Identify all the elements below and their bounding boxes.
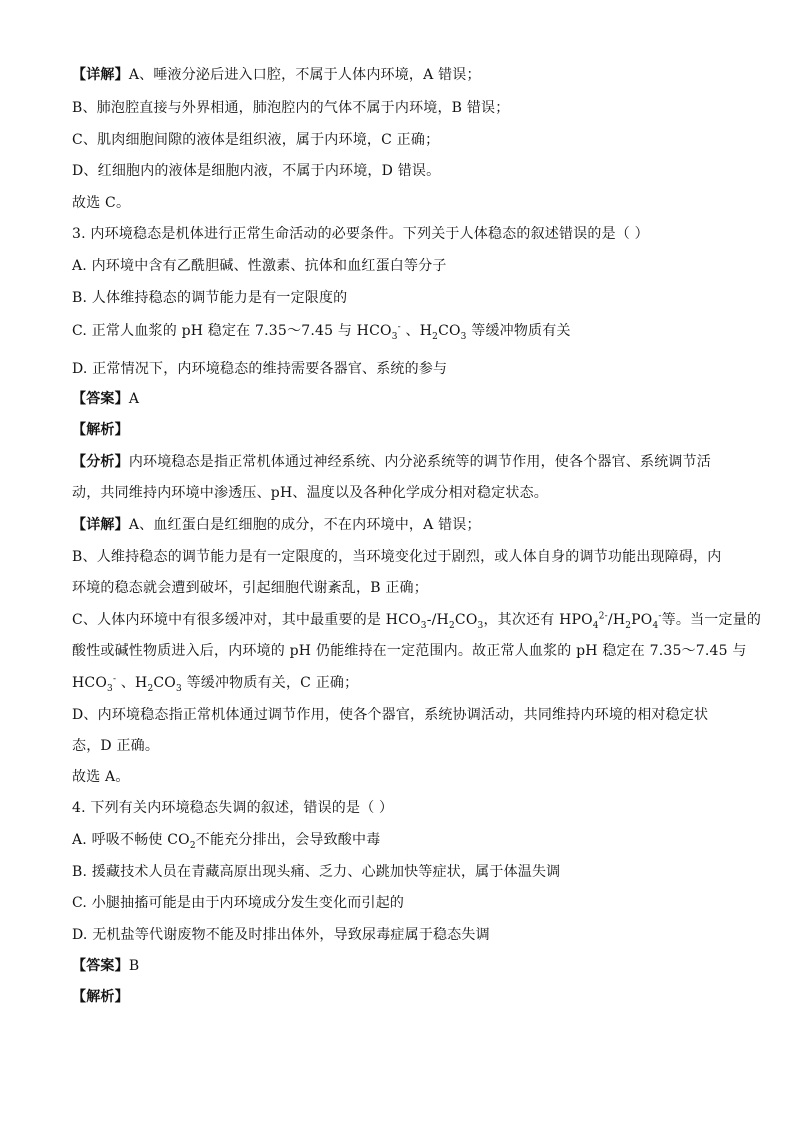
detail-3-line-6	[72, 674, 358, 692]
question-4-stem: 4. 下列有关内环境稳态失调的叙述，错误的是（ ）	[72, 800, 394, 816]
answer-value: B	[128, 958, 140, 974]
text-segment: CO	[454, 612, 478, 628]
text-segment: 等缓冲物质有关，C 正确；	[181, 675, 359, 691]
text-segment: ，其次还有 HPO	[483, 612, 593, 628]
question-4-option-d: D. 无机盐等代谢废物不能及时排出体外，导致尿毒症属于稳态失调	[72, 927, 490, 943]
detail-3-line-4	[72, 611, 761, 629]
text-segment: 、H	[116, 675, 148, 691]
text-segment: C. 正常人血浆的 pH 稳定在 7.35～7.45 与 HCO	[72, 323, 392, 339]
detail-text: A、血红蛋白是红细胞的成分，不在内环境中，A 错误；	[128, 517, 481, 533]
question-3-option-d: D. 正常情况下，内环境稳态的维持需要各器官、系统的参与	[72, 361, 448, 377]
text-segment: C、人体内环境中有很多缓冲对，其中最重要的是 HCO	[72, 612, 421, 628]
analysis-sub-tag: 【分析】	[72, 454, 129, 470]
subscript: 4	[652, 620, 659, 631]
answer-value: A	[128, 391, 140, 407]
text-segment: HCO	[72, 675, 107, 691]
text-segment: /H	[607, 612, 626, 628]
analysis-heading-4	[72, 988, 129, 1006]
question-3-option-c	[72, 322, 571, 340]
question-3-option-b: B. 人体维持稳态的调节能力是有一定限度的	[72, 290, 348, 306]
detail-3-line-1	[72, 516, 481, 534]
subscript: 3	[477, 620, 484, 631]
text-segment: 不能充分排出，会导致酸中毒	[195, 832, 381, 848]
subscript: 2	[625, 620, 632, 631]
answer-4	[72, 957, 139, 975]
question-4-option-b: B. 援藏技术人员在青藏高原出现头痛、乏力、心跳加快等症状，属于体温失调	[72, 864, 561, 880]
question-4-option-a	[72, 831, 380, 849]
detail-line-3: C、肌肉细胞间隙的液体是组织液，属于内环境，C 正确；	[72, 132, 440, 148]
detail-line-4: D、红细胞内的液体是细胞内液，不属于内环境，D 错误。	[72, 163, 441, 179]
question-3-stem: 3. 内环境稳态是机体进行正常生命活动的必要条件。下列关于人体稳态的叙述错误的是（ ）	[72, 226, 649, 242]
detail-tag: 【详解】	[72, 67, 129, 83]
subscript: 3	[175, 683, 182, 694]
analysis-text: 内环境稳态是指正常机体通过神经系统、内分泌系统等的调节作用，使各个器官、系统调节活	[128, 454, 712, 470]
detail-text: A、唾液分泌后进入口腔，不属于人体内环境，A 错误；	[128, 67, 481, 83]
text-segment: PO	[631, 612, 653, 628]
detail-3-line-2: B、人维持稳态的调节能力是有一定限度的，当环境变化过于剧烈，或人体自身的调节功能出现障碍，内	[72, 549, 722, 565]
subscript: 3	[107, 683, 113, 694]
subscript: 3	[391, 331, 398, 342]
detail-3-line-3: 环境的稳态就会遭到破坏，引起细胞代谢紊乱，B 正确；	[72, 580, 428, 596]
answer-tag: 【答案】	[72, 391, 129, 407]
text-segment: CO	[153, 675, 176, 691]
answer-tag: 【答案】	[72, 958, 129, 974]
question-3-option-a: A. 内环境中含有乙酰胆碱、性激素、抗体和血红蛋白等分子	[72, 258, 447, 274]
subscript: 2	[147, 683, 154, 694]
text-segment: 等缓冲物质有关	[466, 323, 571, 339]
detail-line-1	[72, 66, 481, 84]
text-segment: 等。当一定量的	[661, 612, 762, 628]
detail-tag: 【详解】	[72, 517, 129, 533]
detail-3-line-8: 态，D 正确。	[72, 738, 160, 754]
detail-3-line-5: 酸性或碱性物质进入后，内环境的 pH 仍能维持在一定范围内。故正常人血浆的 pH 稳定在 7.35～7.45 与	[72, 643, 747, 659]
analysis-line-2: 动，共同维持内环境中渗透压、pH、温度以及各种化学成分相对稳定状态。	[72, 485, 548, 501]
superscript: 2-	[598, 611, 608, 622]
subscript: 4	[592, 620, 599, 631]
subscript: 2	[189, 840, 196, 851]
conclusion-3: 故选 A。	[72, 769, 130, 785]
text-segment: A. 呼吸不畅使 CO	[72, 832, 190, 848]
text-segment: -/H	[426, 612, 449, 628]
text-segment: 、H	[400, 323, 433, 339]
detail-line-2: B、肺泡腔直接与外界相通，肺泡腔内的气体不属于内环境，B 错误；	[72, 100, 510, 116]
subscript: 3	[460, 331, 467, 342]
superscript: -	[397, 322, 401, 333]
subscript: 3	[420, 620, 427, 631]
superscript: -	[112, 674, 117, 685]
subscript: 2	[448, 620, 455, 631]
superscript: -	[658, 611, 662, 622]
detail-3-line-7: D、内环境稳态指正常机体通过调节作用，使各个器官，系统协调活动，共同维持内环境的相对稳定状	[72, 707, 709, 723]
question-4-option-c: C. 小腿抽搐可能是由于内环境成分发生变化而引起的	[72, 895, 405, 911]
answer-3	[72, 390, 139, 408]
analysis-line-1	[72, 453, 711, 471]
subscript: 2	[432, 331, 439, 342]
analysis-tag: 【解析】	[72, 422, 129, 438]
conclusion-line: 故选 C。	[72, 195, 131, 211]
text-segment: CO	[438, 323, 461, 339]
analysis-tag: 【解析】	[72, 989, 129, 1005]
analysis-heading-3	[72, 421, 129, 439]
